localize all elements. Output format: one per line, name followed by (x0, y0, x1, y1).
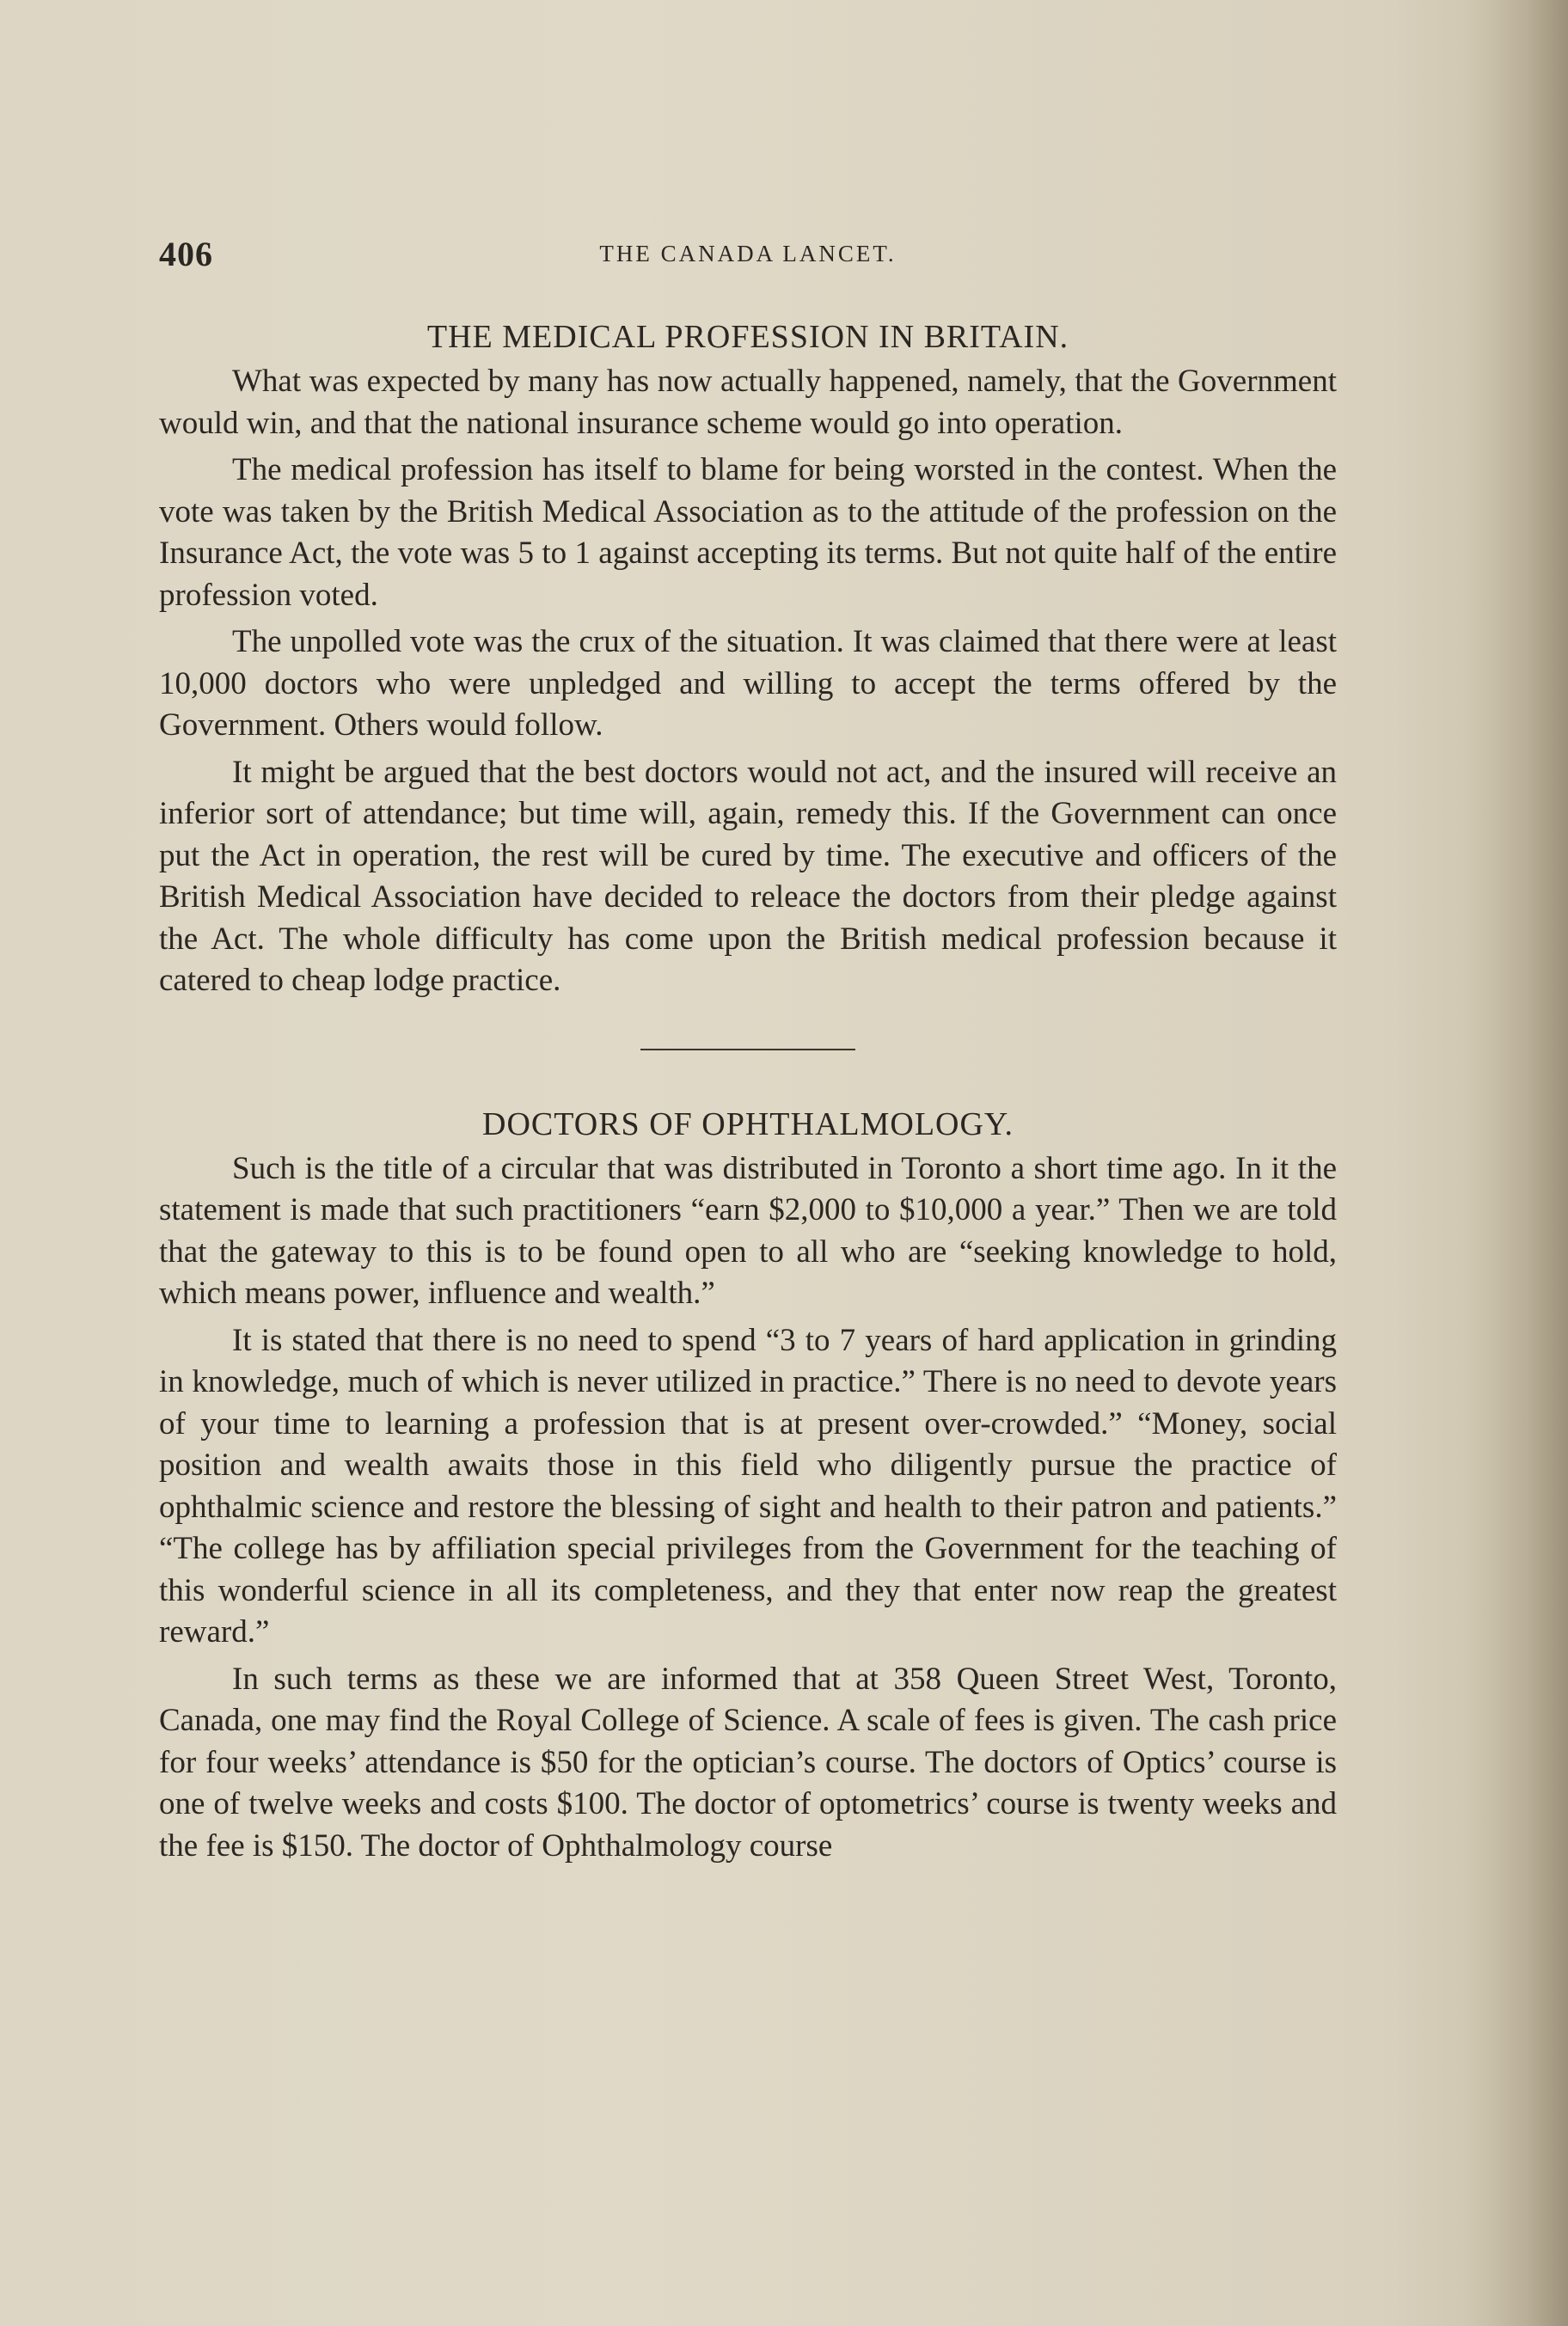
page-edge-shadow (1465, 0, 1568, 2326)
article-title: DOCTORS OF OPHTHALMOLOGY. (482, 1105, 1014, 1142)
paragraph: It might be argued that the best doctors would not act, and the insured will receive an inferior sort of attendance; but time will, again, remedy this. If the Government can once put the Act in operation, the rest will be cured by time. The executive and officers of the British Medical Association have decided to releace the doctors from their pledge against the Act. The whole difficulty has come upon the British medical profession because it catered to cheap lodge practice. (159, 754, 1337, 998)
page-content (159, 318, 1337, 1872)
paragraph: Such is the title of a circular that was distributed in Toronto a short time ago. In it the statement is made that such practitioners “earn $2,000 to $10,000 a year.” Then we are told that the gateway to this is to be found open to all who are “seeking knowledge to hold, which means power, influence and wealth.” (159, 1150, 1337, 1311)
paragraph: The medical profession has itself to blame for being worsted in the contest. When the vote was taken by the British Medical Association as to the attitude of the profession on the Insurance Act, the vote was 5 to 1 against accepting its terms. But not quite half of the entire profession voted. (159, 452, 1337, 613)
article-doctors-of-ophthalmology (159, 1105, 1337, 1868)
running-head (159, 234, 1337, 285)
article-medical-profession (159, 318, 1337, 1002)
paragraph: In such terms as these we are informed that at 358 Queen Street West, Toronto, Canada, one may find the Royal College of Science. A scale of fees is given. The cash price for four weeks’ attendance is $50 for the optician’s course. The doctors of Optics’ course is one of twelve weeks and costs $100. The doctor of optometrics’ course is twenty weeks and the fee is $150. The doctor of Ophthalmology course (159, 1661, 1337, 1864)
paragraph: It is stated that there is no need to spend “3 to 7 years of hard application in grinding in knowledge, much of which is never utilized in practice.” There is no need to devote years of your time to learning a profession that is at present over-crowded.” “Money, social position and wealth awaits those in this field who diligently pursue the practice of ophthalmic science and restore the blessing of sight and health to their patron and patients.” “The college has by affiliation special privileges from the Government for the teaching of this wonderful science in all its completeness, and they that enter now reap the greatest reward.” (159, 1322, 1337, 1650)
page-number: 406 (159, 235, 213, 273)
paragraph: The unpolled vote was the crux of the situation. It was claimed that there were at least 10,000 doctors who were unpledged and willing to accept the terms offered by the Government. Others would follow. (159, 624, 1337, 743)
section-divider (640, 1049, 855, 1050)
article-title: THE MEDICAL PROFESSION IN BRITAIN. (426, 319, 1069, 355)
paragraph: What was expected by many has now actually happened, namely, that the Government would win, and that the national insurance scheme would go into operation. (159, 364, 1337, 441)
journal-title: THE CANADA LANCET. (599, 241, 897, 266)
